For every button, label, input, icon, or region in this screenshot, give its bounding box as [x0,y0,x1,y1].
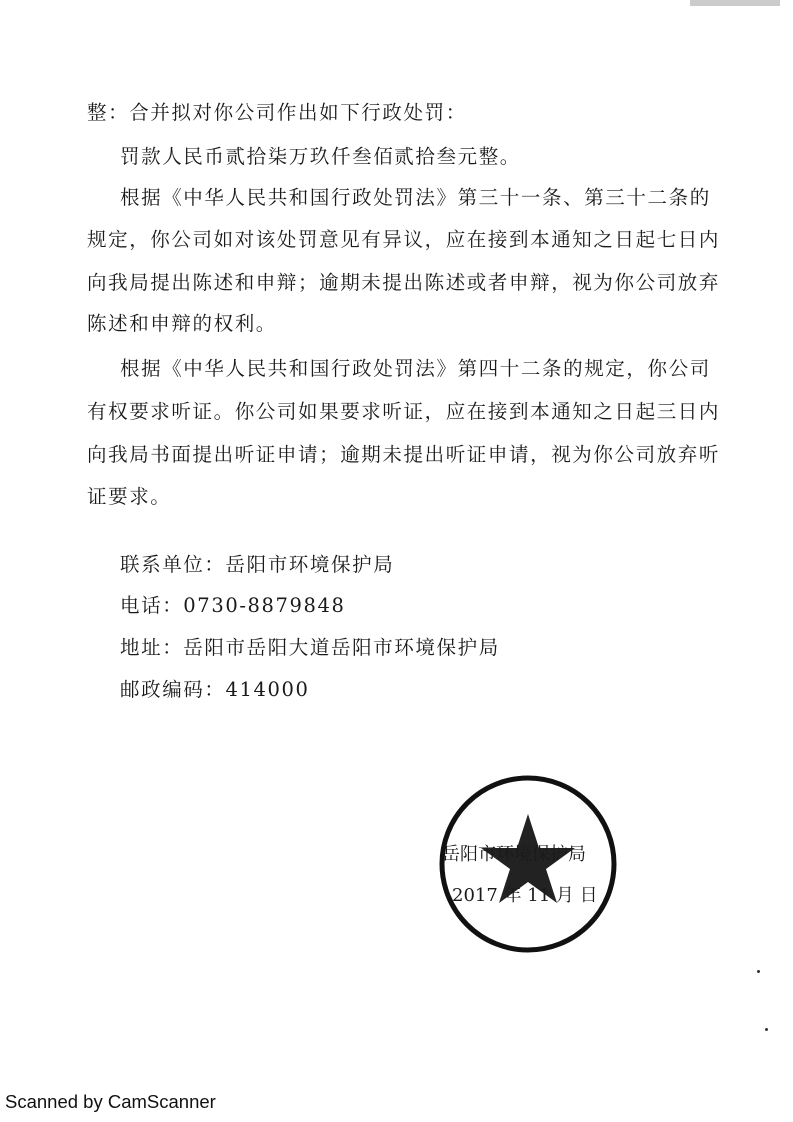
scan-artifact [690,0,780,6]
scan-speck [757,970,760,973]
body-line: 规定，你公司如对该处罚意见有异议，应在接到本通知之日起七日内 [87,228,721,251]
body-line: 证要求。 [87,485,172,508]
body-line: 整：合并拟对你公司作出如下行政处罚： [87,101,467,124]
body-line: 根据《中华人民共和国行政处罚法》第三十一条、第三十二条的 [120,186,711,209]
scan-speck [765,1028,768,1031]
scanner-watermark: Scanned by CamScanner [5,1091,216,1112]
contact-address: 地址：岳阳市岳阳大道岳阳市环境保护局 [120,636,500,659]
contact-postcode: 邮政编码：414000 [120,678,310,701]
body-line: 根据《中华人民共和国行政处罚法》第四十二条的规定，你公司 [120,357,711,380]
body-line: 向我局提出陈述和申辩；逾期未提出陈述或者申辩，视为你公司放弃 [87,271,721,294]
contact-phone: 电话：0730-8879848 [120,594,346,617]
body-line: 罚款人民币贰拾柒万玖仟叁佰贰拾叁元整。 [120,145,521,168]
issue-date: 2017 年 11 月 日 [452,885,598,906]
body-line: 向我局书面提出听证申请；逾期未提出听证申请，视为你公司放弃听 [87,443,721,466]
body-line: 有权要求听证。你公司如果要求听证，应在接到本通知之日起三日内 [87,400,721,423]
body-line: 陈述和申辩的权利。 [87,312,277,335]
contact-unit: 联系单位：岳阳市环境保护局 [120,553,395,576]
issuer-name: 岳阳市环境保护局 [442,844,586,865]
